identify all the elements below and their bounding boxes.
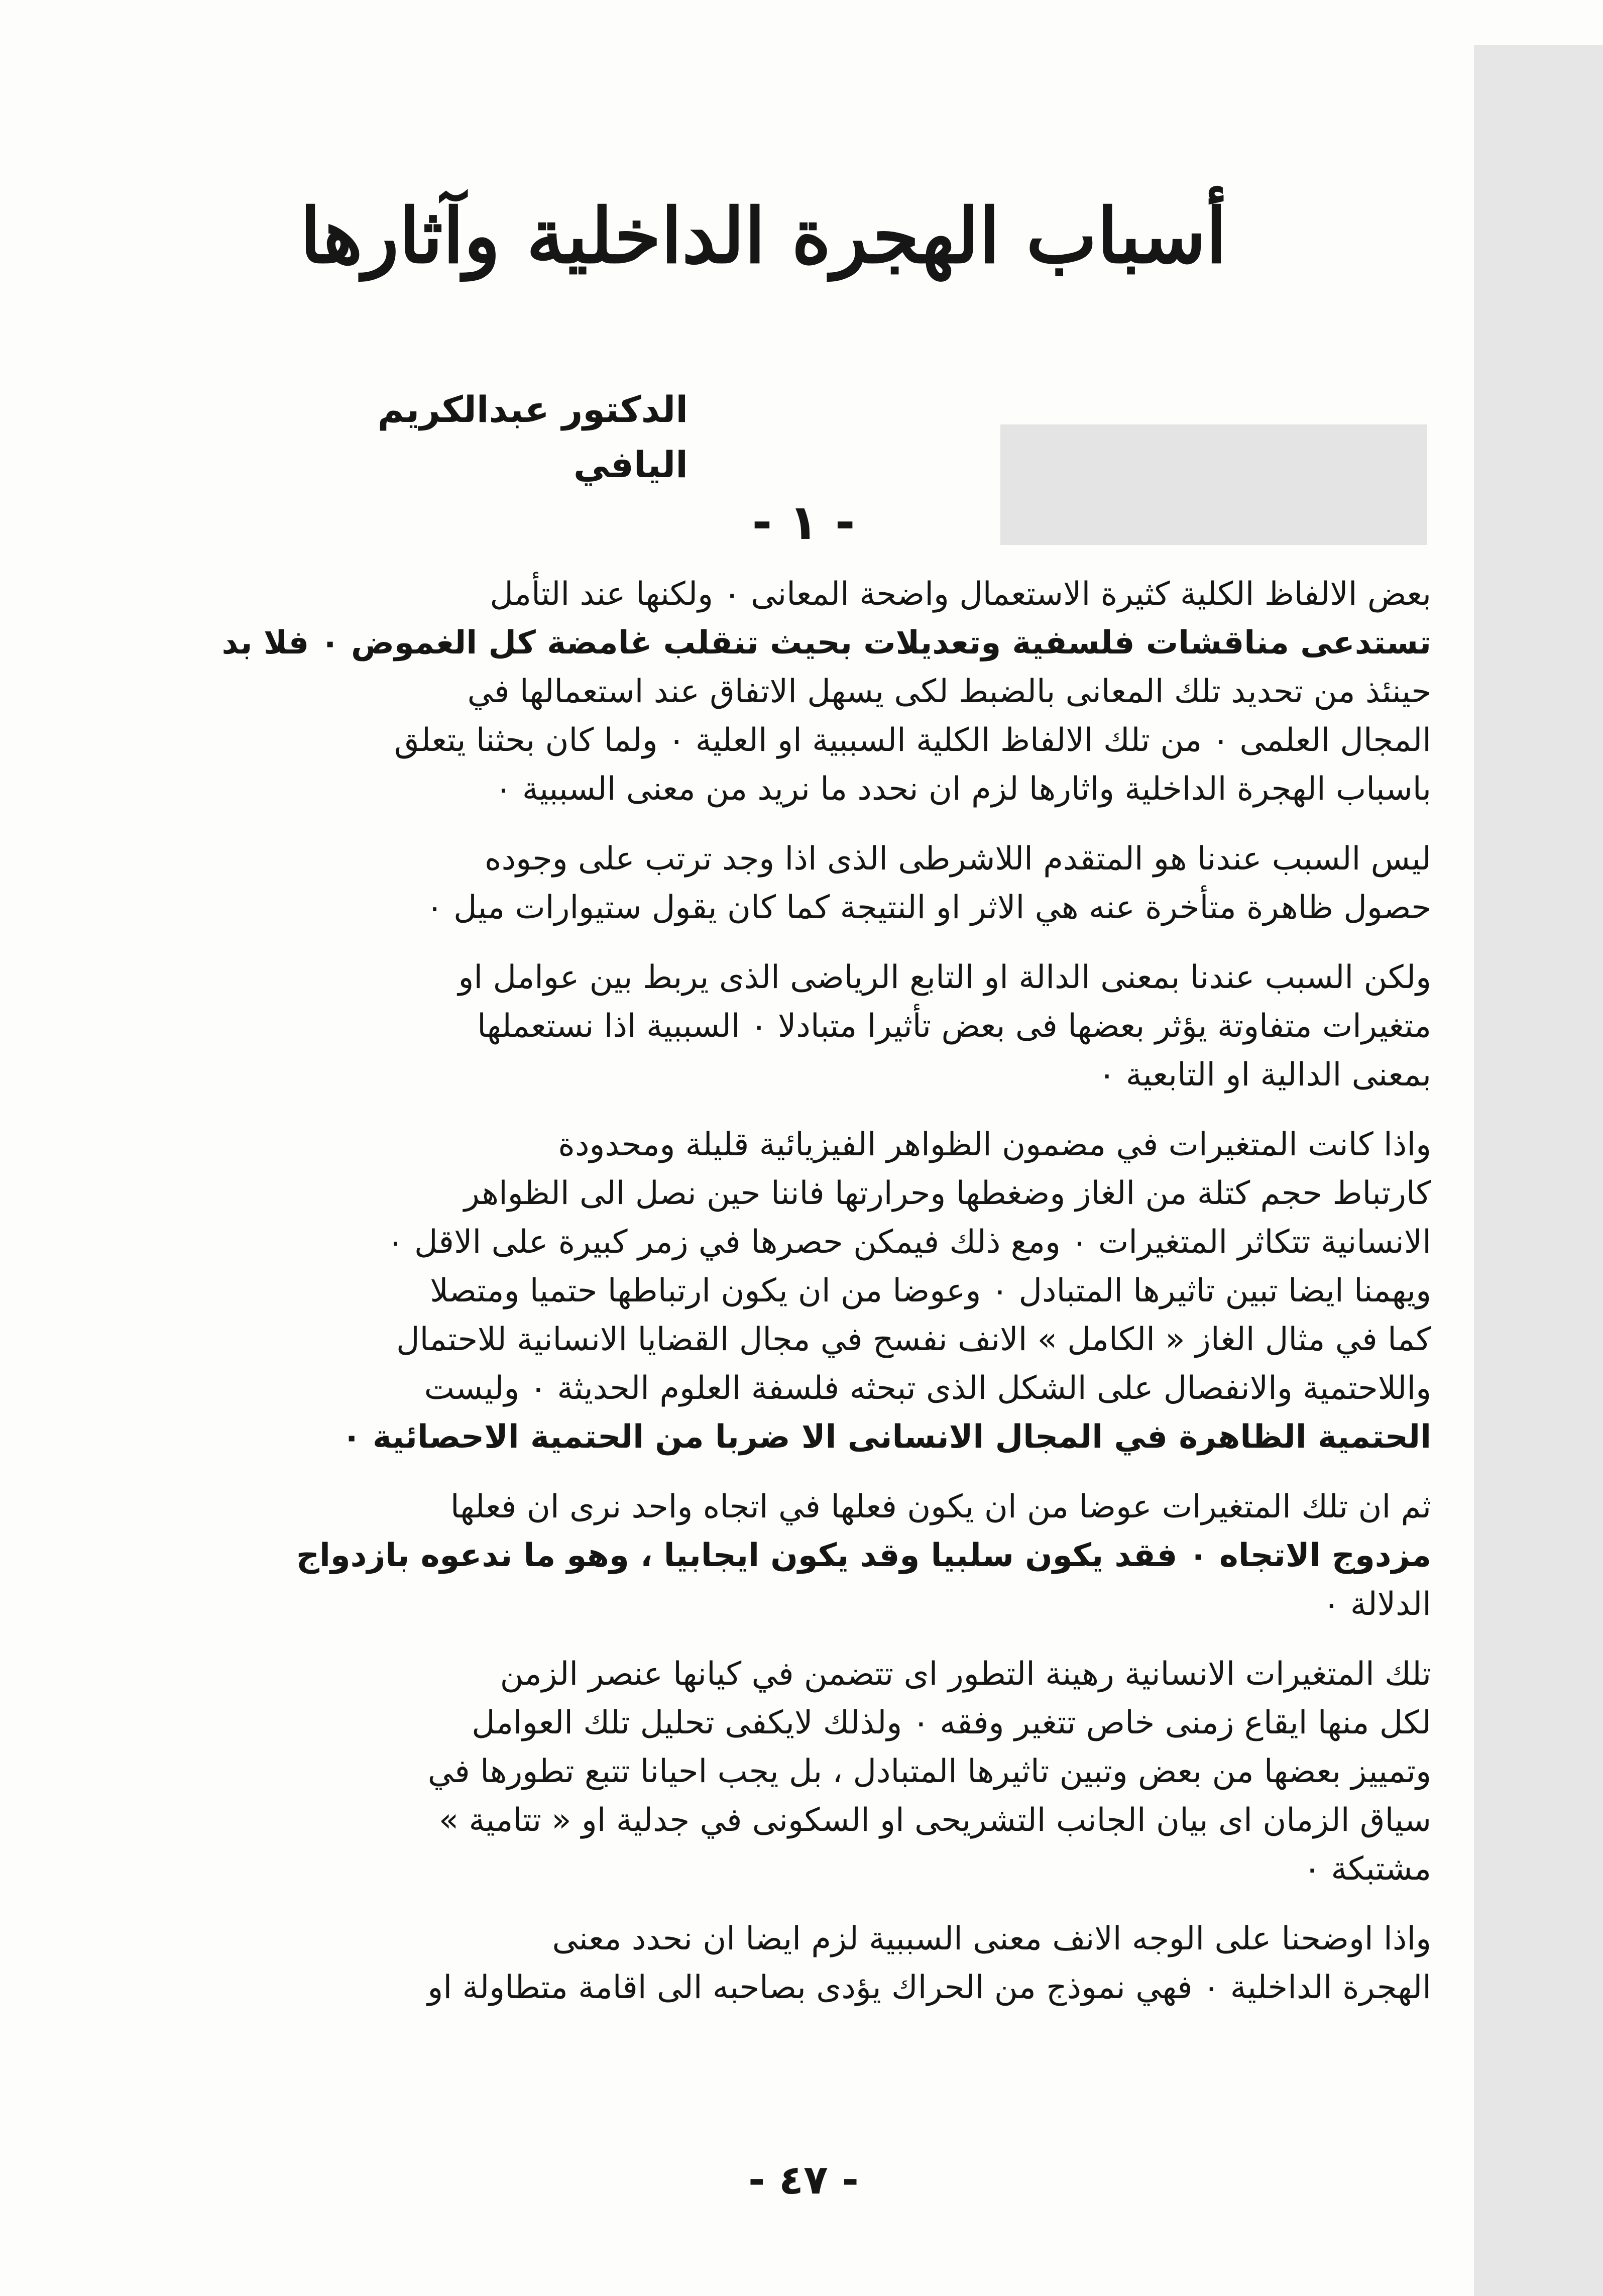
text-line: وتمييز بعضها من بعض وتبين تاثيرها المتبادل ، بل يجب احيانا تتبع تطورها في — [427, 1753, 1431, 1790]
paragraph — [188, 570, 1431, 814]
text-line: واللاحتمية والانفصال على الشكل الذى تبحثه فلسفة العلوم الحديثة ٠ وليست — [424, 1370, 1431, 1407]
paragraph — [188, 1915, 1431, 2012]
text-line: الحتمية الظاهرة في المجال الانسانى الا ضربا من الحتمية الاحصائية ٠ — [341, 1418, 1431, 1456]
section-number: - ١ - — [752, 494, 855, 551]
article-title: أسباب الهجرة الداخلية وآثارها — [300, 192, 1227, 280]
text-line: واذا اوضحنا على الوجه الانف معنى السببية لزم ايضا ان نحدد معنى — [552, 1920, 1431, 1957]
text-line: باسباب الهجرة الداخلية واثارها لزم ان نحدد ما نريد من معنى السببية ٠ — [495, 771, 1431, 808]
text-line: مزدوج الاتجاه ٠ فقد يكون سلبيا وقد يكون ايجابيا ، وهو ما ندعوه بازدواج — [296, 1537, 1431, 1574]
text-line: حينئذ من تحديد تلك المعانى بالضبط لكى يسهل الاتفاق عند استعمالها في — [467, 673, 1431, 710]
text-line: الانسانية تتكاثر المتغيرات ٠ ومع ذلك فيمكن حصرها في زمر كبيرة على الاقل ٠ — [387, 1224, 1431, 1261]
text-line: مشتبكة ٠ — [1303, 1850, 1431, 1888]
text-line: تستدعى مناقشات فلسفية وتعديلات بحيث تنقلب غامضة كل الغموض ٠ فلا بد — [221, 624, 1431, 662]
page-number: - ٤٧ - — [748, 2156, 859, 2203]
author-name: الدكتور عبدالكريم اليافي — [377, 388, 688, 486]
scan-grey-patch — [1000, 424, 1427, 545]
paragraph — [188, 1121, 1431, 1462]
text-line: كارتباط حجم كتلة من الغاز وضغطها وحرارتها فاننا حين نصل الى الظواهر — [464, 1175, 1431, 1212]
text-line: ويهمنا ايضا تبين تاثيرها المتبادل ٠ وعوضا من ان يكون ارتباطها حتميا ومتصلا — [430, 1272, 1431, 1309]
text-line: ليس السبب عندنا هو المتقدم اللاشرطى الذى اذا وجد ترتب على وجوده — [485, 840, 1431, 878]
text-line: سياق الزمان اى بيان الجانب التشريحى او السكونى في جدلية او « تتامية » — [438, 1802, 1431, 1839]
text-line: بعض الالفاظ الكلية كثيرة الاستعمال واضحة المعانى ٠ ولكنها عند التأمل — [490, 576, 1431, 613]
text-line: كما في مثال الغاز « الكامل » الانف نفسح في مجال القضايا الانسانية للاحتمال — [396, 1321, 1431, 1358]
text-line: الدلالة ٠ — [1323, 1586, 1431, 1623]
text-line: حصول ظاهرة متأخرة عنه هي الاثر او النتيجة كما كان يقول ستيوارات ميل ٠ — [426, 889, 1431, 926]
text-line: المجال العلمى ٠ من تلك الالفاظ الكلية السببية او العلية ٠ ولما كان بحثنا يتعلق — [394, 722, 1431, 759]
text-line: ثم ان تلك المتغيرات عوضا من ان يكون فعلها في اتجاه واحد نرى ان فعلها — [450, 1488, 1431, 1525]
paragraph — [188, 835, 1431, 932]
article-body — [188, 570, 1431, 2033]
text-line: لكل منها ايقاع زمنى خاص تتغير وفقه ٠ ولذلك لايكفى تحليل تلك العوامل — [472, 1704, 1431, 1741]
text-line: ولكن السبب عندنا بمعنى الدالة او التابع الرياضى الذى يربط بين عوامل او — [458, 959, 1431, 996]
scan-edge-shadow — [1474, 45, 1603, 2296]
text-line: بمعنى الدالية او التابعية ٠ — [1098, 1056, 1431, 1094]
text-line: الهجرة الداخلية ٠ فهي نموذج من الحراك يؤدى بصاحبه الى اقامة متطاولة او — [427, 1969, 1431, 2006]
text-line: متغيرات متفاوتة يؤثر بعضها فى بعض تأثيرا متبادلا ٠ السببية اذا نستعملها — [477, 1008, 1431, 1045]
paragraph — [188, 1483, 1431, 1629]
paragraph — [188, 1650, 1431, 1894]
text-line: تلك المتغيرات الانسانية رهينة التطور اى تتضمن في كيانها عنصر الزمن — [500, 1656, 1431, 1693]
paragraph — [188, 953, 1431, 1100]
text-line: واذا كانت المتغيرات في مضمون الظواهر الفيزيائية قليلة ومحدودة — [558, 1126, 1431, 1163]
